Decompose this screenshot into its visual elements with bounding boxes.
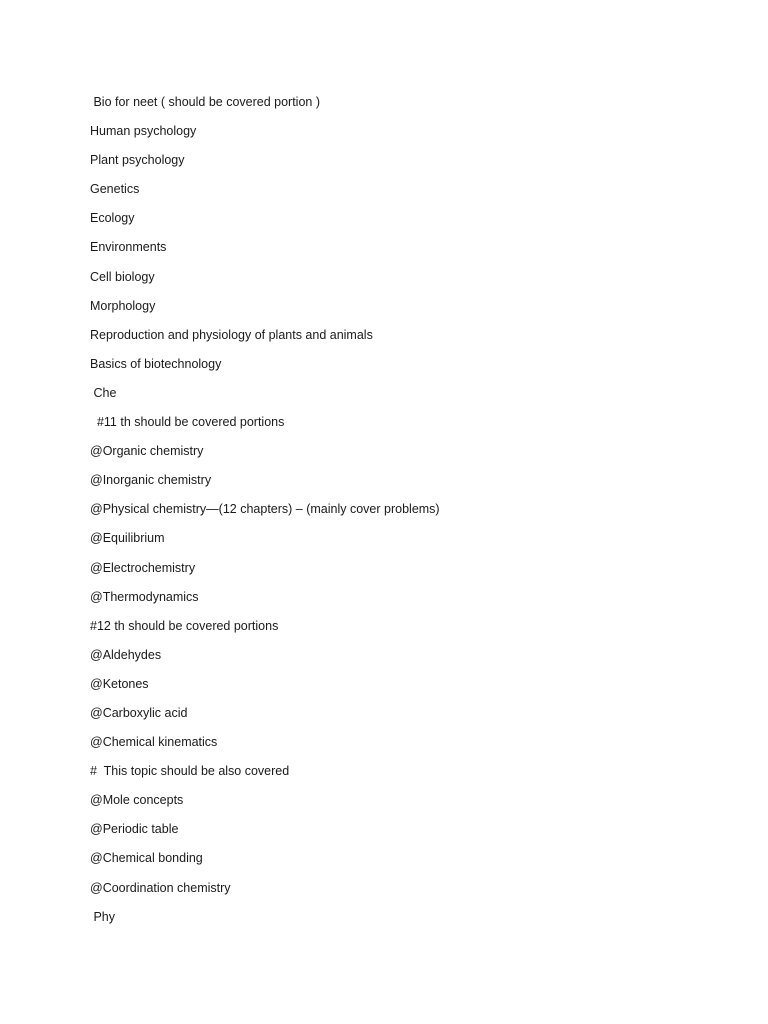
list-item: Morphology [90,298,156,313]
list-item: @Carboxylic acid [90,705,188,720]
list-item: @Inorganic chemistry [90,473,212,488]
list-item: Genetics [90,182,140,197]
list-item: @Aldehydes [90,647,162,662]
list-item: Plant psychology [90,153,185,168]
list-item: @Organic chemistry [90,444,204,459]
list-item: @Physical chemistry—(12 chapters) – (mainly cover problems) [90,502,440,517]
subheading-12th: #12 th should be covered portions [90,618,279,633]
list-item: @Thermodynamics [90,589,199,604]
list-item: @Chemical kinematics [90,735,218,750]
list-item: Cell biology [90,269,155,284]
list-item: @Periodic table [90,822,179,837]
list-item: Reproduction and physiology of plants and animals [90,327,373,342]
heading-physics: Phy [90,909,116,924]
list-item: Basics of biotechnology [90,356,222,371]
list-item: @Mole concepts [90,793,184,808]
list-item: @Equilibrium [90,531,165,546]
document-text [90,93,730,937]
subheading-also-covered: # This topic should be also covered [90,764,290,779]
list-item: @Coordination chemistry [90,880,231,895]
list-item: Environments [90,240,167,255]
heading-chemistry: Che [90,385,117,400]
list-item: @Ketones [90,676,149,691]
list-item: @Chemical bonding [90,851,203,866]
list-item: @Electrochemistry [90,560,196,575]
subheading-11th: #11 th should be covered portions [90,415,285,430]
list-item: Ecology [90,211,135,226]
heading-bio: Bio for neet ( should be covered portion ) [90,95,320,109]
list-item: Human psychology [90,124,197,139]
